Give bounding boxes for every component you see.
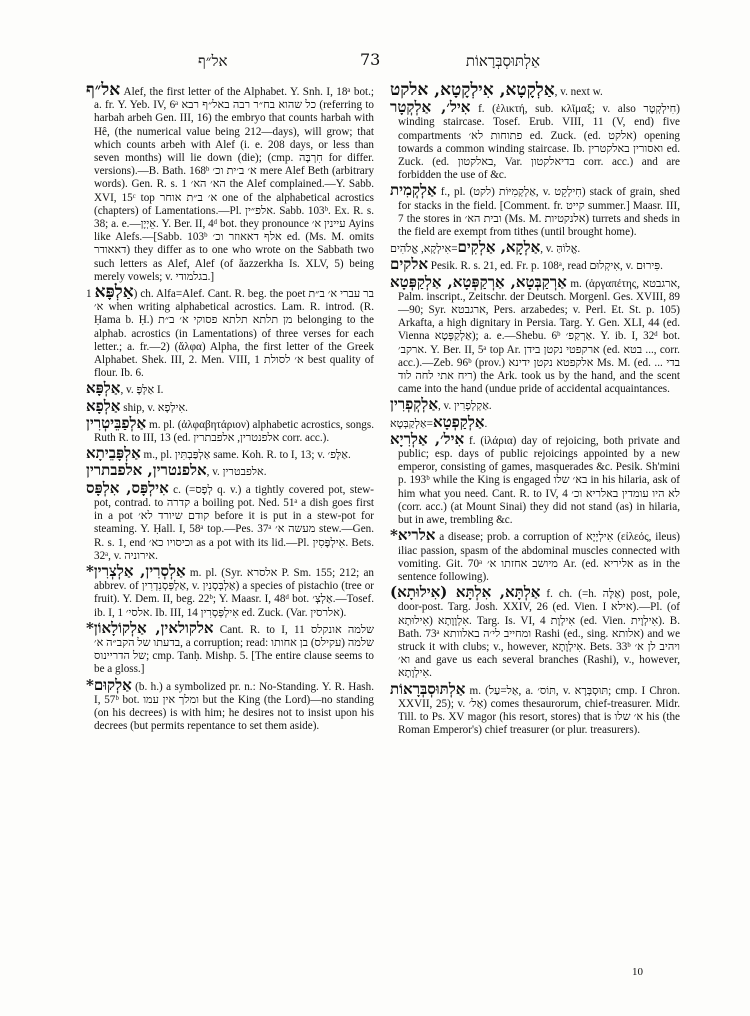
- entry-definition: =אִילְקָא, אֱלֹהִים, v. אֱלוֹהַּ.: [390, 243, 581, 256]
- entry-definition: =אַלְקַבְּטָא.: [390, 417, 488, 430]
- entry: [390, 429, 681, 527]
- entry-headword: אִיל׳, אַלְקְטָר: [390, 98, 471, 117]
- entry: [86, 618, 375, 677]
- entry: [86, 413, 374, 445]
- entry-definition: Alef, the first letter of the Alphabet. Y. Snh. I, 18ᵃ bot.; a. fr. Y. Yeb. IV, 6ᵃ כל שהוא בח״ר רבה באל״ף רבא (referring to harbah arbeh Gen. III, 16) the embryo that counts harbah with Hê, (the numerical value being 212—days), will grow; that which counts arbeh with Alef (i. e. 208 days, or less than seven months) will lie down (die); (cmp. חִרְבָּה for differ. versions).—B. Bath. 168ᵇ א׳ ב׳ית וכ׳ mere Alef Beth (arbitrary words). Gen. R. s. 1 הא׳ הא׳ the Alef complained.—Y. Sabb. XVI, 15ᶜ top א׳ ב״ת אוחר one of the alphabetical acrostics (chapters) of Lamentations.—Pl. אלפ״ין. Sabb. 103ᵇ. Ex. R. s. 38; a. e.—אֵיְיָן. Y. Ber. II, 4ᵈ bot. they pronounce עיינין א׳ Ayins like Alefs.—[Sabb. 103ᵇ אלף דאאוזר וכ׳ ed. (Ms. M. omits דאאודר) they differ as to one who wrote on the Sabbath two such letters as Alef, Alef (of ăazzerkha Is. XLV, 5) being merely vowels; v. בגלמודי.]: [94, 86, 375, 283]
- entry-headword: *אלריא: [390, 526, 436, 545]
- entry-headword: אלקים: [390, 255, 428, 274]
- entry-definition: f., pl. אַלְקְמִיּוֹת (לקט), v. חִילְקֵט) stack of grain, shed for stacks in the field. [Comment. fr. קייט summer.] Maasr. III, 7 the stores in ובית הא׳ (Ms. M. אלנקטיות) turrets and sheds in the field are exempt from tithes (until brought home).: [398, 186, 680, 239]
- running-head: [70, 50, 675, 76]
- entry: [86, 461, 374, 480]
- entry-definition: f. (ἱλάρια) day of rejoicing, both private and public; esp. days of public rejoicings appointed by a new emperor, consisting of games, masquerades &c. Pesik. Sh'mini p. 193ᵇ while the King is engaged בא׳ שלו in his hilaria, ask of him what you need. Cant. R. to IV, 4 לא היו עומדין באלריא וכ׳ (corr. acc.) (at Mount Sinai) they did not stand (as) in hilaria, but in awe, trembling &c.: [398, 434, 681, 527]
- entry-headword: אל״ף: [86, 80, 121, 100]
- entry-headword: אַלְקָטָא, אִילְקָטָא, אלקט: [390, 80, 555, 100]
- entry-definition: , v. next w.: [554, 86, 603, 98]
- entry-headword: אַלְתָּא, אִלְתָּא (אִילוּתָא): [390, 583, 541, 602]
- entry: [390, 80, 680, 100]
- entry-headword: אַלְפַבֵּיטְרִין: [86, 413, 147, 432]
- entry-headword: אַרְקַבְּטָא, אַרְקַפְּטָא, אַלְקַפְּטָא: [390, 272, 567, 291]
- entry-definition: (b. h.) a symbolized pr. n.: No-Standing. Y. R. Hash. I, 57ᵇ bot. ומלך אין עמו but the King (the Lord)—no standing (on his decrees) is with him; he desires not to insist upon his decrees (but permits repentance to set them aside).: [94, 680, 374, 733]
- entry-headword: אַלְפָּא: [86, 379, 121, 398]
- entry: [390, 583, 681, 680]
- page-number: 73: [360, 50, 381, 69]
- entry-definition: f. (ἑλικτή, sub. κλῖμαξ; v. also חִילְקְטָר) winding staircase. Tosef. Erub. VIII, 11 (V, end) five compartments פתוחות לא׳ ed. Zuck. (ed. אלקט) opening towards a common winding staircase. Ib. ואסורין באלקטרין ed. Zuck. (ed. באלקטון, Var. בדיאלקטון corr. acc.) and are forbidden the use of &c.: [398, 103, 681, 182]
- entry-definition: 1) ch. Alfa=Alef. Cant. R. beg. the poet בר עברי א׳ ב״ת א׳ when writing alphabetical acrostics. Lam. R. introd. (R. Ḥama b. Ḥ.) מן תלתא תלתא פסוקי א׳ ב״ת belonging to the alphab. acrostics (in Lamentations) of three verses for each letter.; a. fr.—2) (ἄλφα) Alpha, the first letter of the Greek Alphabet. Shek. III, 2. Men. VIII, 1 א׳ לסולת best quality of flour. Ib. 6.: [86, 288, 375, 380]
- entry-definition: m. pl. (Syr. אלסרא P. Sm. 155; 212; an abbrev. of אַלְפְּסְנִדְרִין, v. אַלְבְּסְנִין) a species of pistachio (tree or fruit). Y. Dem. II, beg. 22ᵇ; Y. Maasr. I, 48ᵈ bot. אַלְצְ׳.—Tosef. ib. I, 1 אלסי׳. Ib. III, 14 אִילְפְּסְרִין ed. Zuck. (Var. אלרסין).: [94, 566, 374, 619]
- entry: [390, 679, 680, 738]
- entry: [390, 181, 680, 239]
- entry-definition: Cant. R. to I, 11 שלמה אונקלס בדעתו של הקב״ה א׳, a corruption; read: שלמה (עקילס) בן אחותו של הדריינוס; cmp. Tanḥ. Mishp. 5. [The entire clause seems to be a gloss.]: [94, 623, 375, 676]
- entry-headword: אַלְתּוּסְבְּרָאוֹת: [390, 679, 466, 698]
- entry: [390, 272, 681, 397]
- entry-headword: אִילְפָּס, אִלְפָּס: [86, 478, 169, 497]
- entry-definition: , v. אלפבטרין.: [206, 466, 267, 479]
- right-column: [390, 80, 681, 739]
- entry-headword: *אלקולאין, אַלְקוֹלָאוֹן: [86, 618, 214, 637]
- entry-headword: אַלְפָּבֵיתָא: [86, 444, 141, 463]
- entry: [390, 412, 680, 431]
- entry-definition: c. (=לְפָס q. v.) a tightly covered pot, stew-pot, contrad. to קדרה a boiling pot. Ned. 51ᵃ a dish goes first in a pot קודם שיורד לא׳ before it is put in a stew-pot for steaming. Y. Ḥall. I, 58ᵃ top.—Pes. 37ᵃ מעשה א׳ stew.—Gen. R. s. 1, end וכיסויו כא׳ as a pot with its lid.—Pl. אִילְפָּסִין. Bets. 32ᵃ, v. אירוניה.: [94, 483, 375, 562]
- entry-definition: a disease; prob. a corruption of אִילְיָיָא (εἰλεός, ileus) iliac passion, spasm of the abdominal muscles connected with vomiting. Git. 70ᵃ מיושב אחזתו א׳ Ar. (ed. אליריא as in the sentence following).: [398, 531, 680, 583]
- entry: [390, 526, 680, 584]
- left-column: [86, 80, 375, 735]
- entry: [86, 444, 374, 463]
- entry-definition: f. ch. (=h. אַלָּה) post, pole, door-post. Targ. Josh. XXIV, 26 (ed. Vien. I אילא).—Pl. (of אִילוּתָא) אִלְוָוָתָא. Targ. Is. VI, 4 אִילְוָת (ed. Vien. אִילְוָית). B. Bath. 73ᵃ ומחייב לי׳ה באלוותא Rashi (ed., sing. אלותא) and we struck it with clubs; v., however, אִילְוָתָא. Bets. 33ᵇ ויהיב לן א׳ וא׳ and gave us each several branches (Rashi), v., however, אִילְוָתָא.: [398, 588, 681, 680]
- entry: [86, 675, 374, 734]
- entry: [86, 282, 375, 380]
- entry-headword: אלפנטרין, אלפבתרין: [86, 461, 207, 480]
- signature-number: 10: [632, 966, 643, 978]
- entry: [86, 396, 374, 415]
- entry-definition: m. (ἀργαπέτης, ארגבטא, Palm. inscript., Zeitschr. der Deutsch. Morgenl. Ges. XVIII, 89—90; Syr. ארגבטא, Pers. arzabedes; v. Perl. Et. St. p. 105) Arkafta, a high dignitary in Persia. Targ. Y. Gen. XLI, 44 (ed. Vienna אַלְקַפְּטָא); a. e.—Shebu. 6ᵇ אַרְקַפ׳. Y. ib. I, 32ᵈ bot. ארקב׳. Y. Ber. II, 5ᵃ top Ar. ארקפטי נקטן בידן (ed. בטא ..., corr. acc.).—Zeb. 96ᵇ (prov.) אלקפטא נקטן ידינא Ms. M. (ed. ... בדי ריח אתי לחה לוד) the Ark. took us by the hand, and the scent came into the hand (undue pride of accidental acquaintances.: [398, 277, 681, 396]
- entry-headword: אַלְקְפְרִין: [390, 395, 438, 414]
- entry-headword: אַלְפָּא: [94, 282, 134, 303]
- entry: [390, 238, 680, 257]
- entry: [390, 395, 680, 414]
- entry: [86, 561, 374, 620]
- entry-headword: אַלְקַפְטָא: [432, 412, 485, 431]
- entry-headword: *אַלְסְרִין, אַלְצְרִין: [86, 561, 186, 580]
- entry-definition: , v. אַלְּפָּ I.: [120, 384, 164, 397]
- left-column-heading: אל״ף: [198, 52, 228, 70]
- right-column-heading: אַלְתּוּסְבְּרָאוֹת: [465, 52, 540, 70]
- entry: [390, 255, 680, 274]
- entry-headword: אַלְקְמִית: [390, 181, 437, 200]
- entry: [86, 379, 374, 398]
- entry-definition: m. pl. (ἀλφαβητάριον) alphabetic acrostics, songs. Ruth R. to III, 13 (ed. אלפנטרין, אלפבתרין corr. acc.).: [94, 418, 374, 445]
- entry-headword: *אַלְקוּם: [86, 675, 132, 694]
- entry-definition: , v. אַקְלְפָרִין.: [437, 400, 492, 413]
- entry: [86, 478, 375, 563]
- entry-definition: Pesik. R. s. 21, ed. Fr. p. 108ᵃ, read אִיקְלוּם, v. פִּירוּם.: [427, 260, 663, 273]
- entry-headword: אַלְקָא, אַלְקִים: [457, 238, 541, 257]
- entry-headword: אִיל׳, אַלְרִיָא: [390, 429, 465, 448]
- entry: [390, 98, 681, 182]
- entry-definition: m. (אַל=עַל, a. תּוֹס׳, v. תּוּסְבְּרָא; cmp. I Chron. XXVII, 25); v. אַל׳) comes thesaurorum, chief-treasurer. Midr. Till. to Ps. XV magor (his resort, stores) that is א׳ שלו his (the Roman Emperor's) chief treasurer (or plur. treasurers).: [398, 684, 680, 737]
- entry-definition: ship, v. אִילְפָא.: [120, 401, 188, 414]
- entry-headword: אַלְפָא: [86, 396, 121, 415]
- entry-definition: m., pl. אַלְפַּבְתִּין same. Koh. R. to I, 13; v. אַלָּפ׳.: [140, 449, 351, 462]
- entry: [86, 80, 375, 284]
